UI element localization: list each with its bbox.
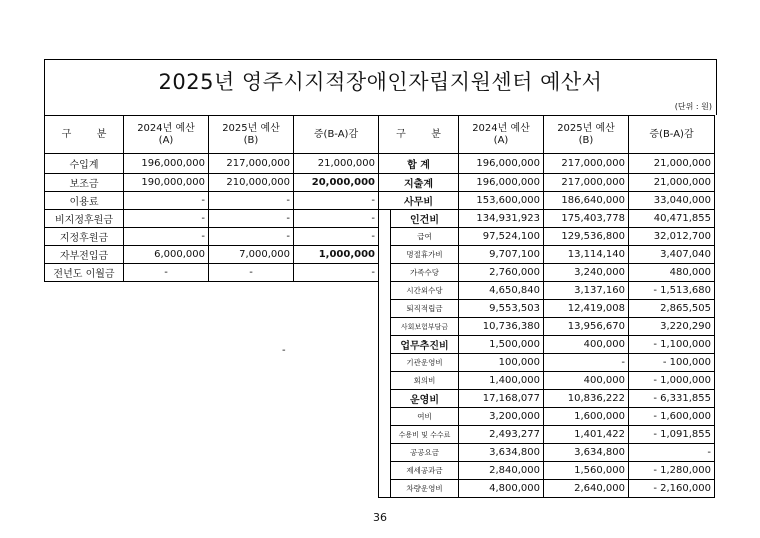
indent-cell bbox=[379, 372, 391, 390]
title-frame bbox=[44, 59, 717, 115]
cell-2024: - bbox=[124, 228, 209, 246]
cell-2025: - bbox=[544, 354, 629, 372]
row-label: 회의비 bbox=[391, 372, 459, 390]
cell-diff: - 1,280,000 bbox=[629, 462, 715, 480]
cell-2024: 2,760,000 bbox=[459, 264, 544, 282]
cell-diff: - bbox=[629, 444, 715, 462]
table-row bbox=[45, 228, 379, 246]
cell-diff: 40,471,855 bbox=[629, 210, 715, 228]
header-diff: 증(B-A)감 bbox=[294, 116, 379, 154]
cell-2025: 217,000,000 bbox=[544, 174, 629, 192]
row-label: 이용료 bbox=[45, 192, 124, 210]
indent-cell bbox=[379, 246, 391, 264]
cell-2025: - bbox=[209, 192, 294, 210]
cell-diff: - bbox=[294, 210, 379, 228]
indent-cell bbox=[379, 336, 391, 354]
cell-diff: 3,220,290 bbox=[629, 318, 715, 336]
row-label: 기관운영비 bbox=[391, 354, 459, 372]
cell-2025: 13,114,140 bbox=[544, 246, 629, 264]
table-row bbox=[379, 246, 715, 264]
table-row bbox=[379, 372, 715, 390]
table-row bbox=[379, 480, 715, 498]
row-label: 가족수당 bbox=[391, 264, 459, 282]
cell-2024: 1,500,000 bbox=[459, 336, 544, 354]
cell-2025: - bbox=[209, 210, 294, 228]
table-row bbox=[45, 210, 379, 228]
cell-2024: 2,493,277 bbox=[459, 426, 544, 444]
expense-table bbox=[378, 115, 715, 498]
header-2025: 2025년 예산 (B) bbox=[209, 116, 294, 154]
indent-cell bbox=[379, 390, 391, 408]
indent-cell bbox=[379, 426, 391, 444]
cell-2025: 186,640,000 bbox=[544, 192, 629, 210]
row-label: 명절휴가비 bbox=[391, 246, 459, 264]
indent-cell bbox=[379, 480, 391, 498]
cell-2024: 10,736,380 bbox=[459, 318, 544, 336]
mid-dash: - bbox=[282, 345, 286, 356]
row-label: 합 계 bbox=[379, 154, 459, 174]
table-row bbox=[379, 300, 715, 318]
cell-2024: 196,000,000 bbox=[459, 154, 544, 174]
cell-diff: - 100,000 bbox=[629, 354, 715, 372]
cell-diff: - bbox=[294, 192, 379, 210]
table-row bbox=[379, 228, 715, 246]
row-label: 전년도 이월금 bbox=[45, 264, 124, 282]
cell-2025: 217,000,000 bbox=[544, 154, 629, 174]
cell-diff: 20,000,000 bbox=[294, 174, 379, 192]
page-number: 36 bbox=[373, 511, 387, 524]
cell-2024: 9,553,503 bbox=[459, 300, 544, 318]
cell-2024: 190,000,000 bbox=[124, 174, 209, 192]
row-label: 급여 bbox=[391, 228, 459, 246]
table-row bbox=[379, 336, 715, 354]
cell-2025: 175,403,778 bbox=[544, 210, 629, 228]
cell-diff: 32,012,700 bbox=[629, 228, 715, 246]
header-2025: 2025년 예산 (B) bbox=[544, 116, 629, 154]
cell-diff: 21,000,000 bbox=[629, 154, 715, 174]
cell-2024: 9,707,100 bbox=[459, 246, 544, 264]
cell-2024: 196,000,000 bbox=[459, 174, 544, 192]
cell-2025: 1,401,422 bbox=[544, 426, 629, 444]
row-label: 운영비 bbox=[391, 390, 459, 408]
cell-2024: 4,800,000 bbox=[459, 480, 544, 498]
row-label: 지출계 bbox=[379, 174, 459, 192]
cell-2024: 196,000,000 bbox=[124, 154, 209, 174]
cell-2024: - bbox=[124, 210, 209, 228]
cell-2025: 2,640,000 bbox=[544, 480, 629, 498]
unit-label: (단위 : 원) bbox=[674, 102, 712, 111]
header-2024: 2024년 예산 (A) bbox=[459, 116, 544, 154]
cell-diff: 2,865,505 bbox=[629, 300, 715, 318]
table-row bbox=[379, 192, 715, 210]
cell-2025: - bbox=[209, 264, 294, 282]
cell-2025: 12,419,008 bbox=[544, 300, 629, 318]
table-row bbox=[379, 282, 715, 300]
cell-2025: - bbox=[209, 228, 294, 246]
page-title: 2025년 영주시지적장애인자립지원센터 예산서 bbox=[158, 70, 603, 94]
cell-diff: 33,040,000 bbox=[629, 192, 715, 210]
cell-2025: 400,000 bbox=[544, 336, 629, 354]
header-gubun: 구 분 bbox=[379, 116, 459, 154]
cell-diff: 480,000 bbox=[629, 264, 715, 282]
row-label: 보조금 bbox=[45, 174, 124, 192]
indent-cell bbox=[379, 462, 391, 480]
row-label: 사회보험부담금 bbox=[391, 318, 459, 336]
cell-2025: 1,600,000 bbox=[544, 408, 629, 426]
row-label: 업무추진비 bbox=[391, 336, 459, 354]
header-2024: 2024년 예산 (A) bbox=[124, 116, 209, 154]
cell-2024: 2,840,000 bbox=[459, 462, 544, 480]
indent-cell bbox=[379, 354, 391, 372]
row-label: 지정후원금 bbox=[45, 228, 124, 246]
cell-2025: 3,137,160 bbox=[544, 282, 629, 300]
cell-diff: 21,000,000 bbox=[629, 174, 715, 192]
table-row bbox=[45, 192, 379, 210]
cell-2024: - bbox=[124, 264, 209, 282]
row-label: 수입계 bbox=[45, 154, 124, 174]
cell-2025: 7,000,000 bbox=[209, 246, 294, 264]
table-row bbox=[379, 444, 715, 462]
indent-cell bbox=[379, 300, 391, 318]
header-diff: 증(B-A)감 bbox=[629, 116, 715, 154]
table-row bbox=[379, 318, 715, 336]
cell-2025: 217,000,000 bbox=[209, 154, 294, 174]
row-label: 퇴직적립금 bbox=[391, 300, 459, 318]
cell-2025: 13,956,670 bbox=[544, 318, 629, 336]
cell-2024: 4,650,840 bbox=[459, 282, 544, 300]
header-gubun: 구 분 bbox=[45, 116, 124, 154]
cell-diff: - 1,100,000 bbox=[629, 336, 715, 354]
cell-diff: 21,000,000 bbox=[294, 154, 379, 174]
table-row bbox=[379, 264, 715, 282]
table-row bbox=[379, 390, 715, 408]
cell-2025: 3,634,800 bbox=[544, 444, 629, 462]
table-row bbox=[45, 264, 379, 282]
cell-diff: - 1,000,000 bbox=[629, 372, 715, 390]
table-row bbox=[45, 246, 379, 264]
income-header-row bbox=[45, 116, 379, 154]
row-label: 비지정후원금 bbox=[45, 210, 124, 228]
cell-diff: - 6,331,855 bbox=[629, 390, 715, 408]
cell-2024: 6,000,000 bbox=[124, 246, 209, 264]
table-row bbox=[379, 174, 715, 192]
cell-2024: - bbox=[124, 192, 209, 210]
indent-cell bbox=[379, 318, 391, 336]
cell-2025: 210,000,000 bbox=[209, 174, 294, 192]
cell-2024: 134,931,923 bbox=[459, 210, 544, 228]
cell-2025: 10,836,222 bbox=[544, 390, 629, 408]
expense-header-row bbox=[379, 116, 715, 154]
indent-cell bbox=[379, 444, 391, 462]
cell-diff: - 1,091,855 bbox=[629, 426, 715, 444]
indent-cell bbox=[379, 408, 391, 426]
cell-diff: 3,407,040 bbox=[629, 246, 715, 264]
table-row bbox=[379, 154, 715, 174]
cell-2024: 17,168,077 bbox=[459, 390, 544, 408]
cell-diff: - 1,600,000 bbox=[629, 408, 715, 426]
cell-diff: - bbox=[294, 228, 379, 246]
row-label: 여비 bbox=[391, 408, 459, 426]
table-row bbox=[379, 426, 715, 444]
row-label: 수용비 및 수수료 bbox=[391, 426, 459, 444]
cell-2024: 97,524,100 bbox=[459, 228, 544, 246]
row-label: 사무비 bbox=[379, 192, 459, 210]
cell-2024: 153,600,000 bbox=[459, 192, 544, 210]
table-row bbox=[45, 154, 379, 174]
cell-diff: 1,000,000 bbox=[294, 246, 379, 264]
indent-cell bbox=[379, 282, 391, 300]
cell-2024: 100,000 bbox=[459, 354, 544, 372]
cell-2024: 3,634,800 bbox=[459, 444, 544, 462]
indent-cell bbox=[379, 210, 391, 228]
cell-diff: - 2,160,000 bbox=[629, 480, 715, 498]
cell-2025: 3,240,000 bbox=[544, 264, 629, 282]
indent-cell bbox=[379, 228, 391, 246]
cell-2025: 129,536,800 bbox=[544, 228, 629, 246]
row-label: 자부전입금 bbox=[45, 246, 124, 264]
row-label: 인건비 bbox=[391, 210, 459, 228]
table-row bbox=[379, 354, 715, 372]
table-row bbox=[379, 210, 715, 228]
cell-diff: - 1,513,680 bbox=[629, 282, 715, 300]
cell-2025: 400,000 bbox=[544, 372, 629, 390]
table-row bbox=[379, 462, 715, 480]
income-table bbox=[44, 115, 379, 282]
row-label: 차량운영비 bbox=[391, 480, 459, 498]
cell-diff: - bbox=[294, 264, 379, 282]
row-label: 제세공과금 bbox=[391, 462, 459, 480]
table-row bbox=[379, 408, 715, 426]
cell-2024: 1,400,000 bbox=[459, 372, 544, 390]
table-row bbox=[45, 174, 379, 192]
row-label: 공공요금 bbox=[391, 444, 459, 462]
indent-cell bbox=[379, 264, 391, 282]
cell-2025: 1,560,000 bbox=[544, 462, 629, 480]
row-label: 시간외수당 bbox=[391, 282, 459, 300]
cell-2024: 3,200,000 bbox=[459, 408, 544, 426]
